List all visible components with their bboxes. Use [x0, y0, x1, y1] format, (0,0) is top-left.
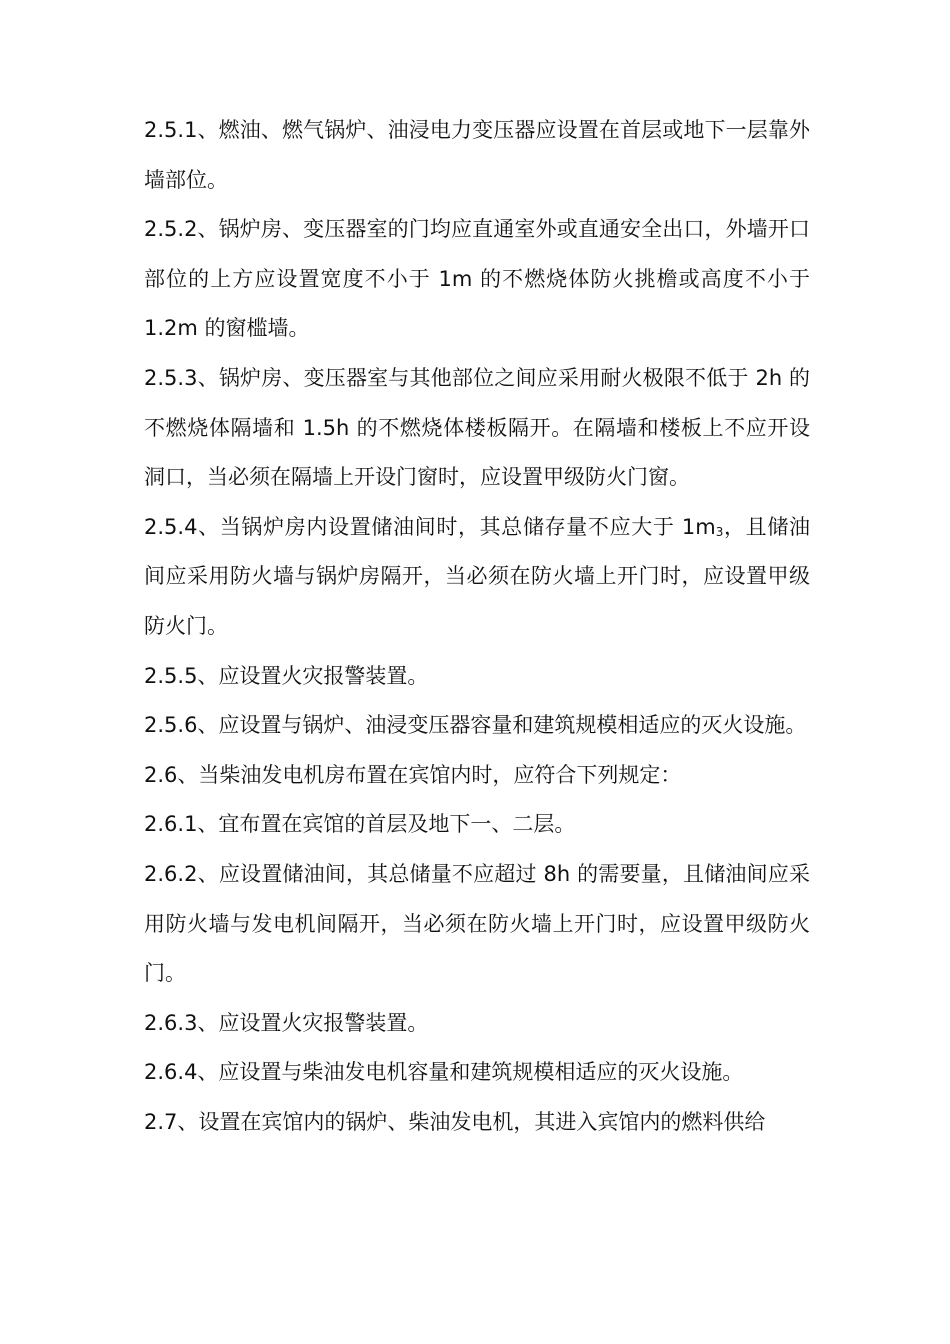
paragraph-2-5-4-text-after: ，且储油间应采用防火墙与锅炉房隔开，当必须在防火墙上开门时，应设置甲级防火门。 [144, 514, 810, 638]
paragraph-2-6-1: 2.6.1、宜布置在宾馆的首层及地下一、二层。 [144, 812, 576, 837]
paragraph-2-6-3: 2.6.3、应设置火灾报警装置。 [144, 1010, 429, 1035]
paragraph-2-5-4 [144, 503, 810, 652]
document-body [144, 106, 810, 1147]
paragraph-2-5-4-text-before: 2.5.4、当锅炉房内设置储油间时，其总储存量不应大于 1m [144, 514, 716, 539]
paragraph-2-5-6: 2.5.6、应设置与锅炉、油浸变压器容量和建筑规模相适应的灭火设施。 [144, 713, 807, 738]
paragraph-2-5-5: 2.5.5、应设置火灾报警装置。 [144, 663, 429, 688]
unit-subscript: 3 [715, 524, 724, 539]
paragraph-2-7: 2.7、设置在宾馆内的锅炉、柴油发电机，其进入宾馆内的燃料供给 [144, 1109, 766, 1134]
paragraph-2-6-4: 2.6.4、应设置与柴油发电机容量和建筑规模相适应的灭火设施。 [144, 1060, 744, 1085]
paragraph-2-5-3: 2.5.3、锅炉房、变压器室与其他部位之间应采用耐火极限不低于 2h 的不燃烧体隔墙和 1.5h 的不燃烧体楼板隔开。在隔墙和楼板上不应开设洞口，当必须在隔墙上开设门窗时，应设置甲级防火门窗。 [144, 365, 810, 490]
paragraph-2-6-2: 2.6.2、应设置储油间，其总储量不应超过 8h 的需要量，且储油间应采用防火墙与发电机间隔开，当必须在防火墙上开门时，应设置甲级防火门。 [144, 861, 810, 986]
paragraph-2-5-2: 2.5.2、锅炉房、变压器室的门均应直通室外或直通安全出口，外墙开口部位的上方应设置宽度不小于 1m 的不燃烧体防火挑檐或高度不小于 1.2m 的窗槛墙。 [144, 217, 810, 341]
paragraph-2-5-1: 2.5.1、燃油、燃气锅炉、油浸电力变压器应设置在首层或地下一层靠外墙部位。 [144, 118, 810, 192]
paragraph-2-6: 2.6、当柴油发电机房布置在宾馆内时，应符合下列规定： [144, 762, 682, 787]
